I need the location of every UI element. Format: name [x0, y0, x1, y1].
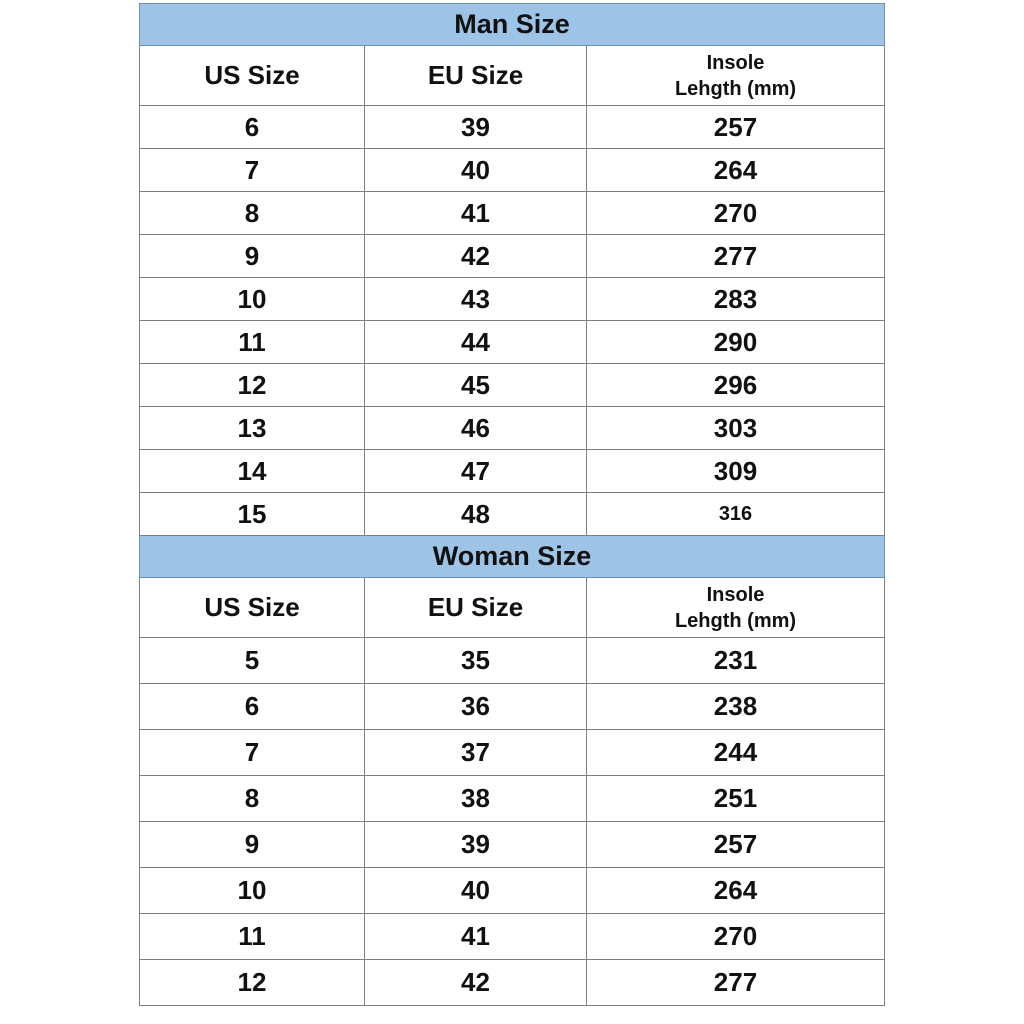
table-row	[140, 776, 885, 822]
table-row	[140, 364, 885, 407]
woman-insole-length-cell: 251	[587, 776, 885, 822]
table-row	[140, 914, 885, 960]
table-row	[140, 730, 885, 776]
woman-us-size-header: US Size	[140, 578, 365, 638]
man-eu-size-cell: 47	[365, 450, 587, 493]
man-eu-size-cell: 43	[365, 278, 587, 321]
man-eu-size-cell: 39	[365, 106, 587, 149]
woman-eu-size-cell: 39	[365, 822, 587, 868]
woman-us-size-cell: 9	[140, 822, 365, 868]
man-eu-size-cell: 42	[365, 235, 587, 278]
woman-insole-length-cell: 264	[587, 868, 885, 914]
man-insole-length-cell: 316	[587, 493, 885, 536]
woman-us-size-cell: 6	[140, 684, 365, 730]
size-chart	[139, 3, 884, 1006]
table-row	[140, 106, 885, 149]
man-us-size-cell: 8	[140, 192, 365, 235]
table-row	[140, 149, 885, 192]
woman-eu-size-cell: 42	[365, 960, 587, 1006]
table-row	[140, 638, 885, 684]
man-us-size-cell: 11	[140, 321, 365, 364]
man-eu-size-cell: 41	[365, 192, 587, 235]
woman-us-size-cell: 10	[140, 868, 365, 914]
man-us-size-header: US Size	[140, 46, 365, 106]
man-us-size-cell: 12	[140, 364, 365, 407]
woman-insole-length-cell: 270	[587, 914, 885, 960]
table-row	[140, 450, 885, 493]
table-row	[140, 407, 885, 450]
woman-size-title: Woman Size	[140, 536, 885, 578]
table-row	[140, 684, 885, 730]
man-insole-length-cell: 264	[587, 149, 885, 192]
woman-eu-size-cell: 40	[365, 868, 587, 914]
man-us-size-cell: 6	[140, 106, 365, 149]
woman-rows	[140, 638, 885, 1006]
woman-insole-length-cell: 257	[587, 822, 885, 868]
woman-length-label: Lehgth (mm)	[674, 609, 797, 632]
man-us-size-cell: 15	[140, 493, 365, 536]
woman-insole-length-cell: 277	[587, 960, 885, 1006]
man-us-size-cell: 10	[140, 278, 365, 321]
man-insole-length-cell: 270	[587, 192, 885, 235]
man-eu-size-cell: 45	[365, 364, 587, 407]
size-table	[139, 3, 885, 1006]
man-rows	[140, 106, 885, 536]
man-insole-length-cell: 290	[587, 321, 885, 364]
man-insole-length-cell: 283	[587, 278, 885, 321]
woman-us-size-cell: 5	[140, 638, 365, 684]
table-row	[140, 321, 885, 364]
table-row	[140, 868, 885, 914]
table-row	[140, 493, 885, 536]
man-eu-size-cell: 48	[365, 493, 587, 536]
man-insole-length-cell: 257	[587, 106, 885, 149]
woman-insole-length-cell: 244	[587, 730, 885, 776]
woman-us-size-cell: 12	[140, 960, 365, 1006]
man-insole-length-header	[587, 46, 885, 106]
man-us-size-cell: 14	[140, 450, 365, 493]
man-us-size-cell: 13	[140, 407, 365, 450]
table-row	[140, 960, 885, 1006]
table-row	[140, 192, 885, 235]
woman-us-size-cell: 11	[140, 914, 365, 960]
man-eu-size-header: EU Size	[365, 46, 587, 106]
woman-eu-size-cell: 38	[365, 776, 587, 822]
man-eu-size-cell: 46	[365, 407, 587, 450]
woman-eu-size-cell: 37	[365, 730, 587, 776]
man-insole-length-cell: 277	[587, 235, 885, 278]
man-insole-length-cell: 296	[587, 364, 885, 407]
table-row	[140, 822, 885, 868]
man-eu-size-cell: 40	[365, 149, 587, 192]
woman-size-section	[140, 536, 885, 638]
man-size-title: Man Size	[140, 4, 885, 46]
man-us-size-cell: 9	[140, 235, 365, 278]
man-insole-length-cell: 303	[587, 407, 885, 450]
man-eu-size-cell: 44	[365, 321, 587, 364]
woman-eu-size-header: EU Size	[365, 578, 587, 638]
table-row	[140, 235, 885, 278]
woman-insole-length-cell: 238	[587, 684, 885, 730]
woman-us-size-cell: 8	[140, 776, 365, 822]
woman-insole-length-header	[587, 578, 885, 638]
man-us-size-cell: 7	[140, 149, 365, 192]
man-insole-label: Insole	[706, 51, 765, 74]
man-length-label: Lehgth (mm)	[674, 77, 797, 100]
woman-us-size-cell: 7	[140, 730, 365, 776]
man-insole-length-cell: 309	[587, 450, 885, 493]
woman-eu-size-cell: 36	[365, 684, 587, 730]
woman-insole-length-cell: 231	[587, 638, 885, 684]
woman-eu-size-cell: 41	[365, 914, 587, 960]
woman-eu-size-cell: 35	[365, 638, 587, 684]
table-row	[140, 278, 885, 321]
man-size-section	[140, 4, 885, 106]
woman-insole-label: Insole	[706, 583, 765, 606]
